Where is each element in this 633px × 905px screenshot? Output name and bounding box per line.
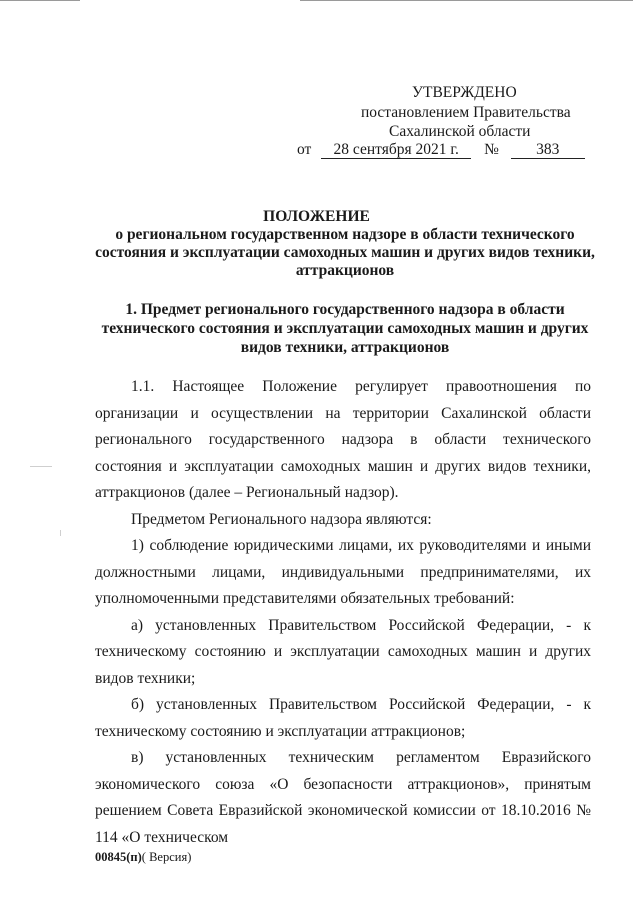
footer-code: 00845(п) [95,850,142,864]
section-body [95,374,591,851]
paragraph: в) установленных техническим регламентом Евразийского экономического союза «О безопасности аттракционов», принятым решением Совета Евразийской экономической комиссии от 18.10.2016 № 114 «О техническом [95,749,591,846]
footer-version: ( Версия) [141,850,192,864]
approval-title: УТВЕРЖДЕНО [412,84,517,101]
paragraph: 1.1. Настоящее Положение регулирует правоотношения по организации и осуществлении на территории Сахалинской области регионального государственного надзора в области технического состояния и эксплуатации самоходных машин и других видов техники, аттракционов (далее – Региональный надзор). [95,378,591,501]
number-sign: № [484,141,499,158]
document-title: ПОЛОЖЕНИЕ [263,208,370,225]
approval-region: Сахалинской области [389,123,531,140]
approval-date: 28 сентября 2021 г. [321,141,471,159]
document-subtitle: о региональном государственном надзоре в области технического состояния и эксплуатации самоходных машин и других видов техники, аттракционов [95,226,595,279]
scan-speck [60,530,61,536]
paragraph: а) установленных Правительством Российской Федерации, - к техническому состоянию и эксплуатации самоходных машин и других видов техники; [95,616,591,687]
paragraph: Предметом Регионального надзора являются: [131,510,432,528]
scan-speck [30,466,52,467]
footer-document-code [95,850,191,865]
approval-number: 383 [511,141,585,159]
top-edge-rule-left [0,0,80,1]
section-heading: 1. Предмет регионального государственного надзора в области технического состояния и эксплуатации самоходных машин и других видов техники, аттракционов [101,301,589,356]
paragraph: 1) соблюдение юридическими лицами, их руководителями и иными должностными лицами, индивидуальными предпринимателями, их уполномоченными представителями обязательных требований: [95,537,591,607]
approval-issuer: постановлением Правительства [361,104,571,121]
approval-date-row [297,140,585,160]
top-edge-rule-right [300,0,633,1]
paragraph: б) установленных Правительством Российской Федерации, - к техническому состоянию и эксплуатации аттракционов; [95,696,591,740]
date-prefix: от [297,141,312,158]
